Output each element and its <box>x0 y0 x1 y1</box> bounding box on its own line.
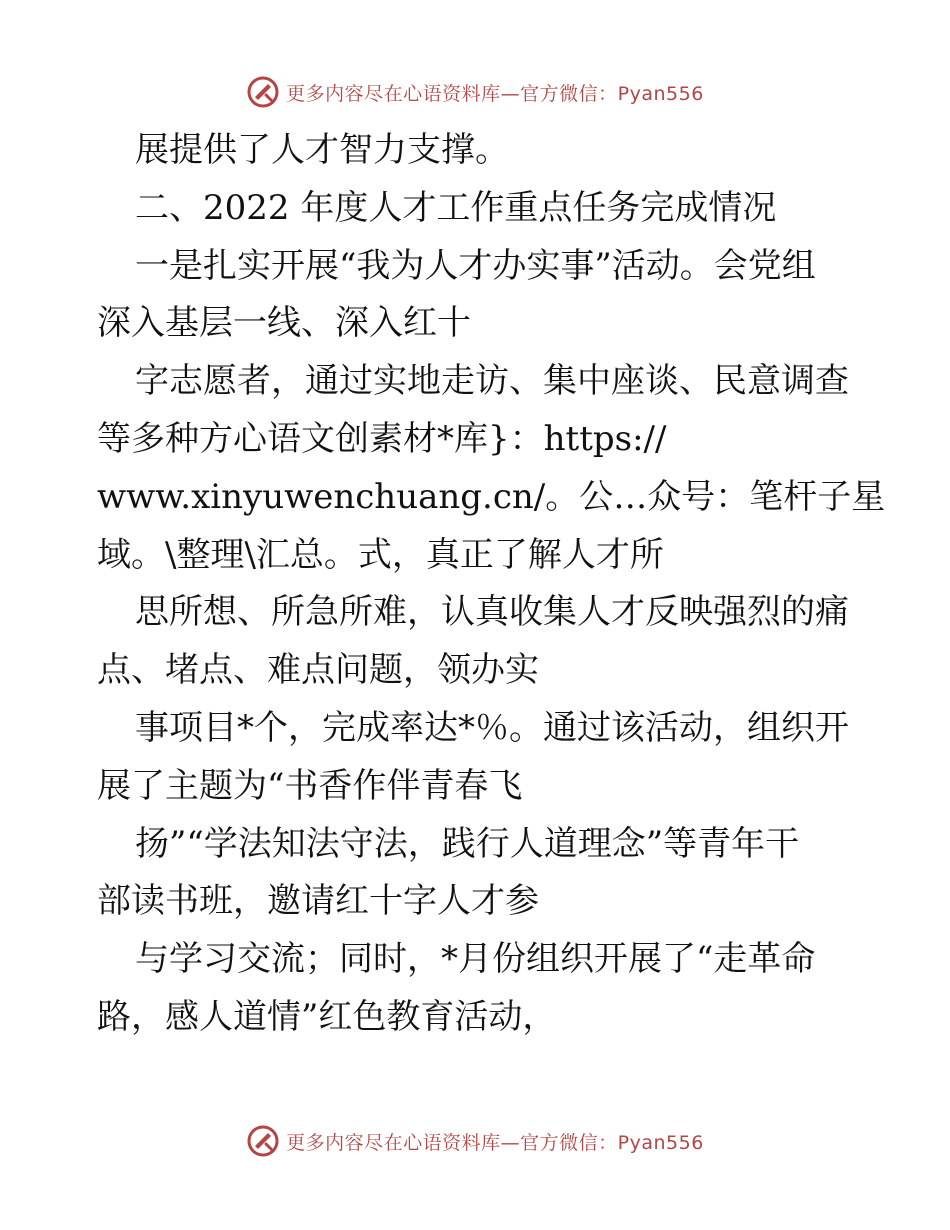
body-line: 路，感人道情”红色教育活动， <box>97 996 557 1037</box>
document-body <box>97 122 886 1047</box>
footer-watermark-banner <box>0 1121 950 1161</box>
body-line: 点、堵点、难点问题，领办实 <box>97 650 539 691</box>
body-line: 深入基层一线、深入红十 <box>97 303 471 344</box>
body-line: 与学习交流；同时，*月份组织开展了“走革命 <box>135 939 816 980</box>
body-line: 扬”“学法知法守法，践行人道理念”等青年干 <box>135 823 800 864</box>
body-line: 思所想、所急所难，认真收集人才反映强烈的痛 <box>135 592 849 633</box>
section-heading: 二、2022 年度人才工作重点任务完成情况 <box>135 187 777 228</box>
body-line: 字志愿者，通过实地走访、集中座谈、民意调查 <box>135 361 849 402</box>
footer-watermark-text: 更多内容尽在心语资料库—官方微信：Pyan556 <box>286 1131 704 1154</box>
body-line: 域。\整理\汇总。式，真正了解人才所 <box>97 534 664 575</box>
body-line: 展提供了人才智力支撑。 <box>135 130 509 170</box>
body-line: www.xinyuwenchuang.cn/。公…众号：笔杆子星 <box>97 476 886 517</box>
body-line: 展了主题为“书香作伴青春飞 <box>97 765 523 806</box>
logo-icon <box>246 1124 280 1158</box>
logo-icon <box>246 75 280 109</box>
body-line: 事项目*个，完成率达*％。通过该活动，组织开 <box>135 707 849 748</box>
body-line: 等多种方心语文创素材*库}：https:// <box>97 418 667 459</box>
header-watermark-banner <box>0 72 950 112</box>
body-line: 一是扎实开展“我为人才办实事”活动。会党组 <box>135 245 816 286</box>
header-watermark-text: 更多内容尽在心语资料库—官方微信：Pyan556 <box>286 82 704 105</box>
body-line: 部读书班，邀请红十字人才参 <box>97 881 539 922</box>
